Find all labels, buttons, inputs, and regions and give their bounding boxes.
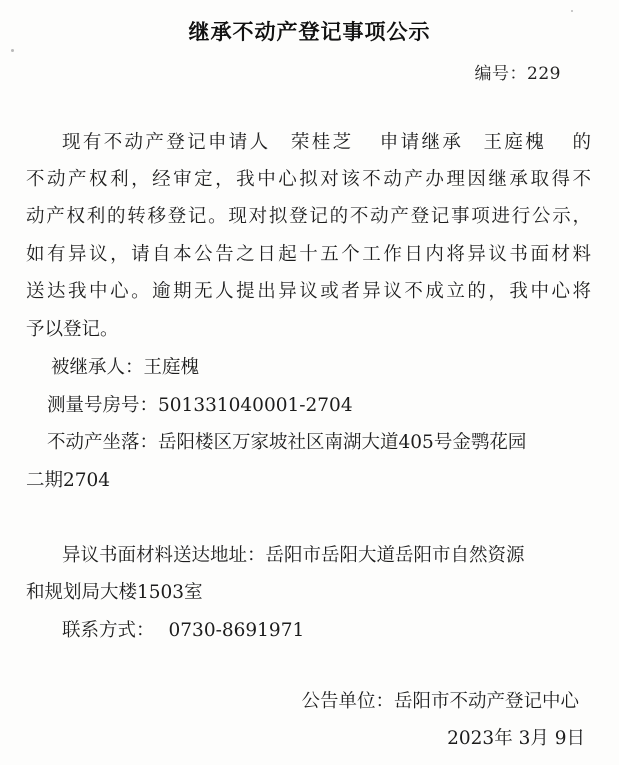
location-line-1: 岳阳楼区万家坡社区南湖大道405号金鹗花园: [158, 432, 527, 453]
scan-speck: [11, 49, 14, 52]
body-line1-suffix: 的: [570, 132, 591, 153]
issuer-row: [0, 690, 619, 714]
applicant-name: 荣桂芝: [288, 132, 354, 153]
survey-label: 测量号房号：: [47, 395, 159, 416]
objection-address-row: [62, 544, 602, 568]
date-row: [0, 727, 619, 751]
location-row-continued: 二期2704: [26, 470, 111, 491]
body-line-1: [0, 131, 619, 155]
decedent-label: 被继承人：: [51, 357, 144, 378]
notice-date: 2023年 3月 9日: [447, 728, 585, 749]
contact-phone: 0730-8691971: [168, 620, 305, 641]
body-line1-middle: 申请继承: [377, 132, 464, 153]
objection-line-1: 岳阳市岳阳大道岳阳市自然资源: [265, 545, 525, 566]
decedent-row: [51, 356, 571, 380]
body-line-6: 予以登记。: [26, 319, 119, 340]
scan-speck: [571, 10, 573, 12]
contact-label: 联系方式：: [62, 620, 155, 641]
contact-row: [62, 619, 582, 643]
objection-label: 异议书面材料送达地址：: [62, 545, 266, 566]
survey-number-row: [47, 394, 587, 418]
body-line-5: 送达我中心。逾期无人提出异议或者异议不成立的，我中心将: [26, 281, 591, 302]
issuer-label: 公告单位：: [301, 691, 394, 712]
body-line-4: 如有异议，请自本公告之日起十五个工作日内将异议书面材料: [26, 244, 591, 265]
decedent-name: 王庭槐: [481, 132, 547, 153]
body-line-2: 不动产权利，经审定，我中心拟对该不动产办理因继承取得不: [26, 169, 591, 190]
location-row: [47, 431, 592, 455]
issuer-name: 岳阳市不动产登记中心: [393, 691, 579, 712]
serial-label: 编号：: [474, 64, 528, 84]
serial-number: 229: [527, 64, 561, 84]
location-label: 不动产坐落：: [47, 432, 159, 453]
serial-number-line: [475, 59, 561, 84]
body-line-3: 动产权利的转移登记。现对拟登记的不动产登记事项进行公示，: [26, 206, 591, 227]
survey-value: 501331040001-2704: [158, 395, 353, 416]
document-title: 继承不动产登记事项公示: [188, 20, 431, 44]
decedent-value: 王庭槐: [143, 357, 200, 378]
body-line1-prefix: 现有不动产登记申请人: [62, 132, 271, 153]
objection-address-continued: 和规划局大楼1503室: [26, 582, 203, 603]
